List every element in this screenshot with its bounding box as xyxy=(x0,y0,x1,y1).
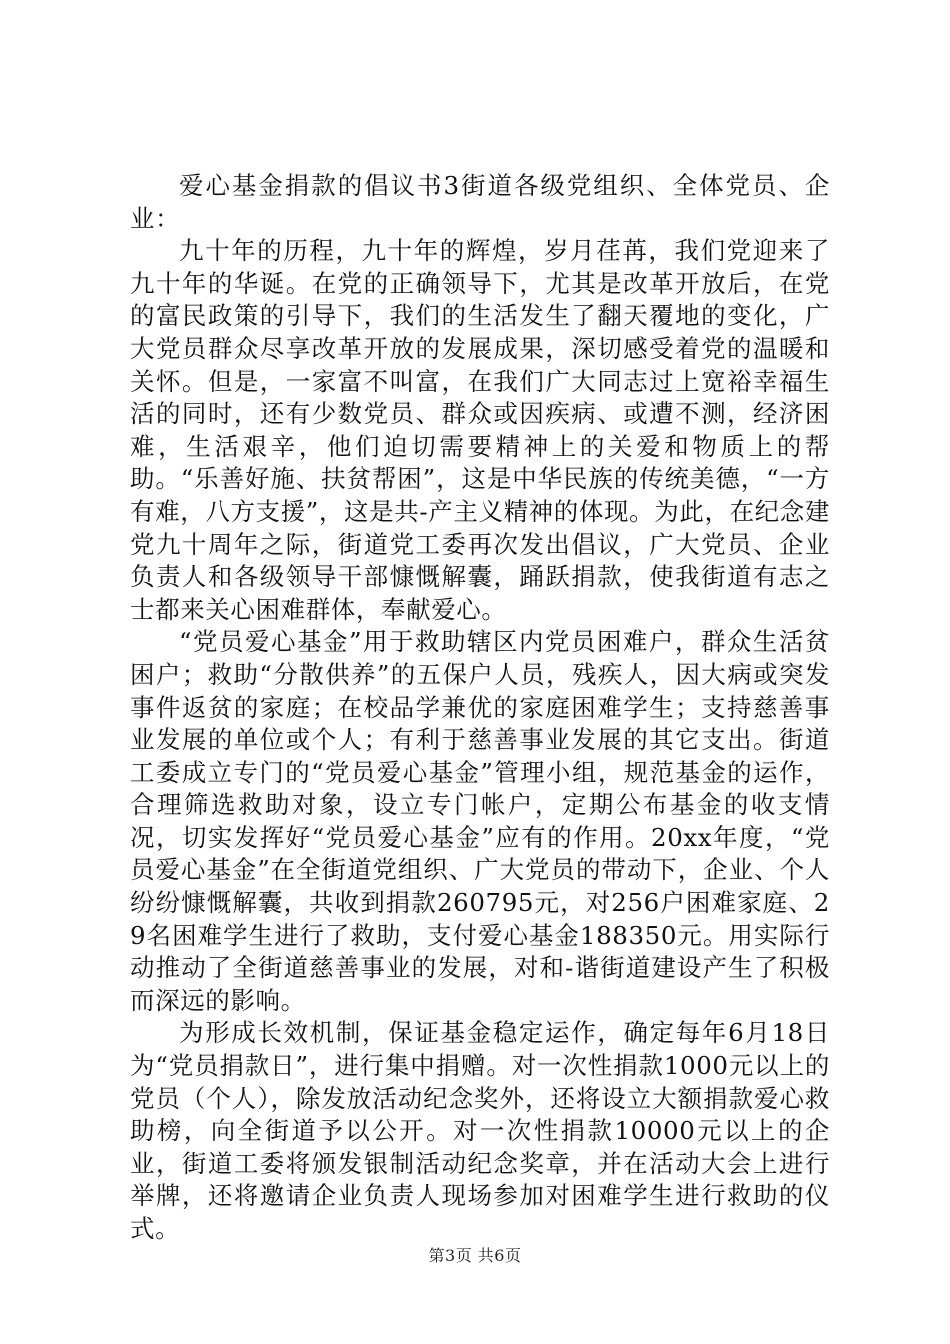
document-body xyxy=(130,170,830,1246)
paragraph-greeting: 爱心基金捐款的倡议书3街道各级党组织、全体党员、企业： xyxy=(130,171,830,233)
paragraph-donation-day: 为形成长效机制，保证基金稳定运作，确定每年6月18日为“党员捐款日”，进行集中捐赠。对一次性捐款1000元以上的党员（个人），除发放活动纪念奖外，还将设立大额捐款爱心救助榜，向全街道予以公开。对一次性捐款10000元以上的企业，街道工委将颁发银制活动纪念奖章，并在活动大会上进行举牌，还将邀请企业负责人现场参加对困难学生进行救助的仪式。 xyxy=(130,1018,830,1243)
page-number-footer: 第3页 共6页 xyxy=(428,1246,522,1265)
paragraph-fund-usage: “党员爱心基金”用于救助辖区内党员困难户，群众生活贫困户；救助“分散供养”的五保户人员，残疾人，因大病或突发事件返贫的家庭；在校品学兼优的家庭困难学生；支持慈善事业发展的单位或个人；有利于慈善事业发展的其它支出。街道工委成立专门的“党员爱心基金”管理小组，规范基金的运作，合理筛选救助对象，设立专门帐户，定期公布基金的收支情况，切实发挥好“党员爱心基金”应有的作用。20xx年度，“党员爱心基金”在全街道党组织、广大党员的带动下，企业、个人纷纷慷慨解囊，共收到捐款260795元，对256户困难家庭、29名困难学生进行了救助，支付爱心基金188350元。用实际行动推动了全街道慈善事业的发展，对和-谐街道建设产生了积极而深远的影响。 xyxy=(130,627,830,1015)
paragraph-anniversary: 九十年的历程，九十年的辉煌，岁月荏苒，我们党迎来了九十年的华诞。在党的正确领导下，尤其是改革开放后，在党的富民政策的引导下，我们的生活发生了翻天覆地的变化，广大党员群众尽享改革开放的发展成果，深切感受着党的温暖和关怀。但是，一家富不叫富，在我们广大同志过上宽裕幸福生活的同时，还有少数党员、群众或因疾病、或遭不测，经济困难，生活艰辛，他们迫切需要精神上的关爱和物质上的帮助。“乐善好施、扶贫帮困”，这是中华民族的传统美德，“一方有难，八方支援”，这是共-产主义精神的体现。为此，在纪念建党九十周年之际，街道党工委再次发出倡议，广大党员、企业负责人和各级领导干部慷慨解囊，踊跃捐款，使我街道有志之士都来关心困难群体，奉献爱心。 xyxy=(130,236,830,624)
